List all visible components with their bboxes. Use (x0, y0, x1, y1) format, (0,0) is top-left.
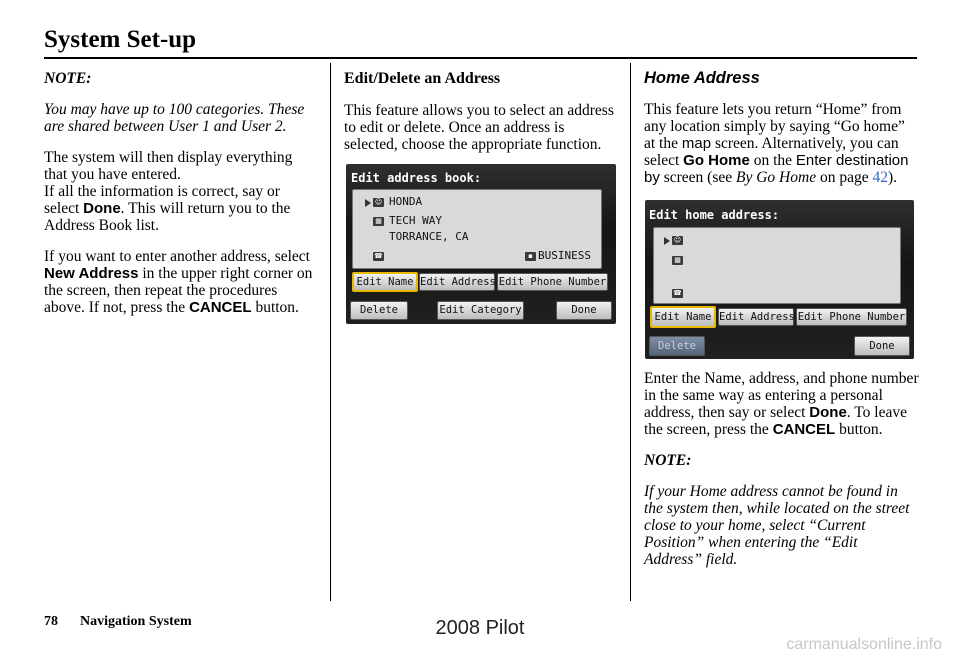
cancel-keyword: CANCEL (772, 421, 836, 438)
edit-category-button[interactable]: Edit Category (437, 301, 524, 320)
screen-title: Edit address book: (351, 171, 482, 185)
building-icon: ▦ (373, 217, 384, 226)
paragraph-2: If all the information is correct, say or select Done. This will return you to the Address Book list. (44, 183, 291, 234)
column-1 (44, 70, 319, 330)
section-heading-home-address: Home Address (644, 69, 760, 87)
address-city: TORRANCE, CA (389, 230, 469, 243)
phone-icon: ☎ (374, 252, 383, 260)
phone-icon: ☎ (673, 289, 682, 297)
note-label: NOTE: (44, 70, 92, 87)
home-address-text: This feature lets you return “Home” from any location simply by saying “Go home” at the map screen. Alternatively, you can select Go Home on the Enter destination by screen (see By Go Home on page 42). (644, 101, 909, 186)
note-label: NOTE: (644, 452, 692, 469)
column-2 (344, 70, 614, 167)
delete-button[interactable]: Delete (350, 301, 408, 320)
map-keyword: map (681, 135, 712, 152)
edit-address-button[interactable]: Edit Address (718, 308, 794, 326)
footer-section: Navigation System (80, 614, 192, 629)
edit-home-address-screen (645, 200, 914, 359)
cursor-icon (365, 199, 371, 207)
category-icon: ▪ (525, 252, 536, 261)
done-button[interactable]: Done (854, 336, 910, 356)
address-panel (352, 189, 602, 269)
address-category: BUSINESS (538, 249, 591, 262)
paragraph-3: If you want to enter another address, select New Address in the upper right corner on the screen, then repeat the procedures above. If not, press the CANCEL button. (44, 248, 313, 316)
address-street: TECH WAY (389, 214, 442, 227)
edit-name-button[interactable]: Edit Name (352, 272, 418, 292)
person-icon: ☺ (673, 236, 682, 244)
section-heading-edit-delete: Edit/Delete an Address (344, 70, 501, 87)
done-keyword: Done (809, 404, 847, 421)
edit-name-button[interactable]: Edit Name (650, 306, 716, 328)
enter-name-text: Enter the Name, address, and phone number in the same way as entering a personal address, then say or select Done. To leave the screen, press the CANCEL button. (644, 370, 919, 438)
paragraph-1: The system will then display everything that you have entered. (44, 149, 293, 183)
cancel-keyword: CANCEL (189, 299, 252, 316)
column-3 (644, 70, 919, 200)
edit-phone-number-button[interactable]: Edit Phone Number (497, 273, 608, 291)
site-watermark: carmanualsonline.info (786, 636, 942, 653)
edit-phone-number-button[interactable]: Edit Phone Number (796, 308, 907, 326)
done-button[interactable]: Done (556, 301, 612, 320)
enter-destination-keyword: Enter destination by (644, 152, 909, 186)
person-icon: ☺ (374, 198, 383, 206)
edit-address-button[interactable]: Edit Address (419, 273, 495, 291)
title-rule (44, 57, 917, 59)
edit-address-book-screen (346, 164, 616, 324)
screen-title: Edit home address: (649, 208, 780, 222)
done-keyword: Done (83, 200, 121, 217)
new-address-keyword: New Address (44, 265, 139, 282)
column-3-lower (644, 370, 919, 582)
column-divider-2 (630, 63, 631, 601)
building-icon: ▦ (672, 256, 683, 265)
page-number: 78 (44, 614, 58, 629)
note-text: If your Home address cannot be found in the system then, while located on the street close to your home, select “Current Position” when entering the “Edit Address” field. (644, 483, 910, 568)
column-divider-1 (330, 63, 331, 601)
address-name: HONDA (389, 195, 423, 208)
home-address-panel (653, 227, 901, 304)
note-text: You may have up to 100 categories. These are shared between User 1 and User 2. (44, 101, 305, 135)
go-home-keyword: Go Home (683, 152, 750, 169)
model-watermark: 2008 Pilot (435, 617, 525, 639)
edit-delete-text: This feature allows you to select an address to edit or delete. Once an address is selected, choose the appropriate function. (344, 102, 614, 153)
page-title: System Set-up (44, 26, 197, 53)
cursor-icon (664, 237, 670, 245)
page-link[interactable]: 42 (872, 169, 888, 186)
delete-button: Delete (649, 336, 705, 356)
reference-by-go-home: By Go Home (736, 169, 817, 186)
